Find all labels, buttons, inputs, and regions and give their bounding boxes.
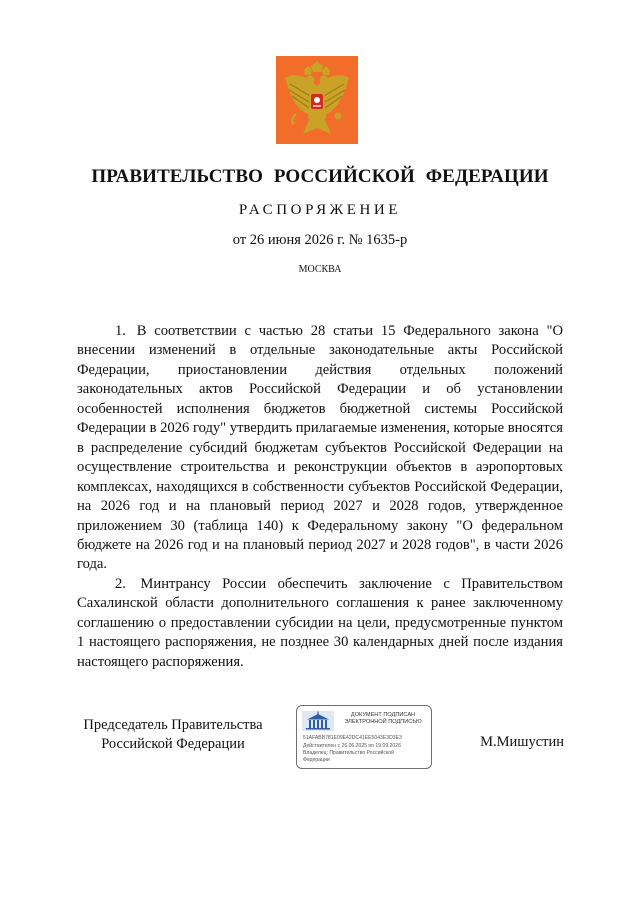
stamp-title [337,712,429,725]
stamp-owner-line-2: Федерации [303,757,330,763]
russian-coat-of-arms-icon [276,56,358,144]
signer-position-line-1: Председатель Правительства [83,717,263,733]
document-type: РАСПОРЯЖЕНИЕ [238,202,402,218]
paragraph-number: 1. [115,323,126,339]
stamp-owner-line-1: Владелец: Правительство Российской [303,750,394,756]
paragraph-2 [77,575,563,672]
stamp-title-line-2: ЭЛЕКТРОННОЙ ПОДПИСЬЮ [344,718,422,725]
government-building-icon [302,711,334,731]
paragraph-number: 2. [115,575,126,592]
document-city: МОСКВА [298,264,342,275]
stamp-title-line-1: ДОКУМЕНТ ПОДПИСАН [350,712,416,718]
document-body [77,322,563,672]
paragraph-text: В соответствии с частью 28 статьи 15 Федерального закона "О внесении изменений в отдельные законодательные акты Российской Федерации, приостановлении действия отдельных положений законодательных актов Российской Федерации и об установлении особенностей исполнения бюджетов бюджетной системы Российской Федерации в 2026 году" утвердить прилагаемые изменения, которые вносятся в распределение субсидий бюджетам субъектов Российской Федерации на осуществление строительства и реконструкции объектов в аэропортовых комплексах, находящихся в собственности субъектов Российской Федерации, на 2026 год и на плановый период 2027 и 2028 годов, утвержденное приложением 30 (таблица 140) к Федеральному закону "О федеральном бюджете на 2026 год и на плановый период 2027 и 2028 годов", в части 2026 года. [77,323,563,573]
signer-position [78,716,268,754]
signer-position-line-2: Российской Федерации [101,736,245,752]
paragraph-1 [77,322,563,575]
stamp-certificate: 51AFABB781E09E42DC41EE5043E3D3E3 [303,735,402,741]
signer-name: М.Мишустин [480,734,564,750]
document-date-number: от 26 июня 2026 г. № 1635-р [232,232,408,248]
paragraph-text: Минтрансу России обеспечить заключение с Правительством Сахалинской области дополнительного соглашения к ранее заключенному соглашению о предоставлении субсидии на цели, предусмотренные пунктом 1 настоящего распоряжения, не позднее 30 календарных дней после издания настоящего распоряжения. [77,575,563,670]
electronic-signature-stamp [296,705,432,769]
government-title: ПРАВИТЕЛЬСТВО РОССИЙСКОЙ ФЕДЕРАЦИИ [91,166,549,187]
stamp-validity: Действителен с 26.06.2025 по 19.09.2026 [303,743,401,749]
